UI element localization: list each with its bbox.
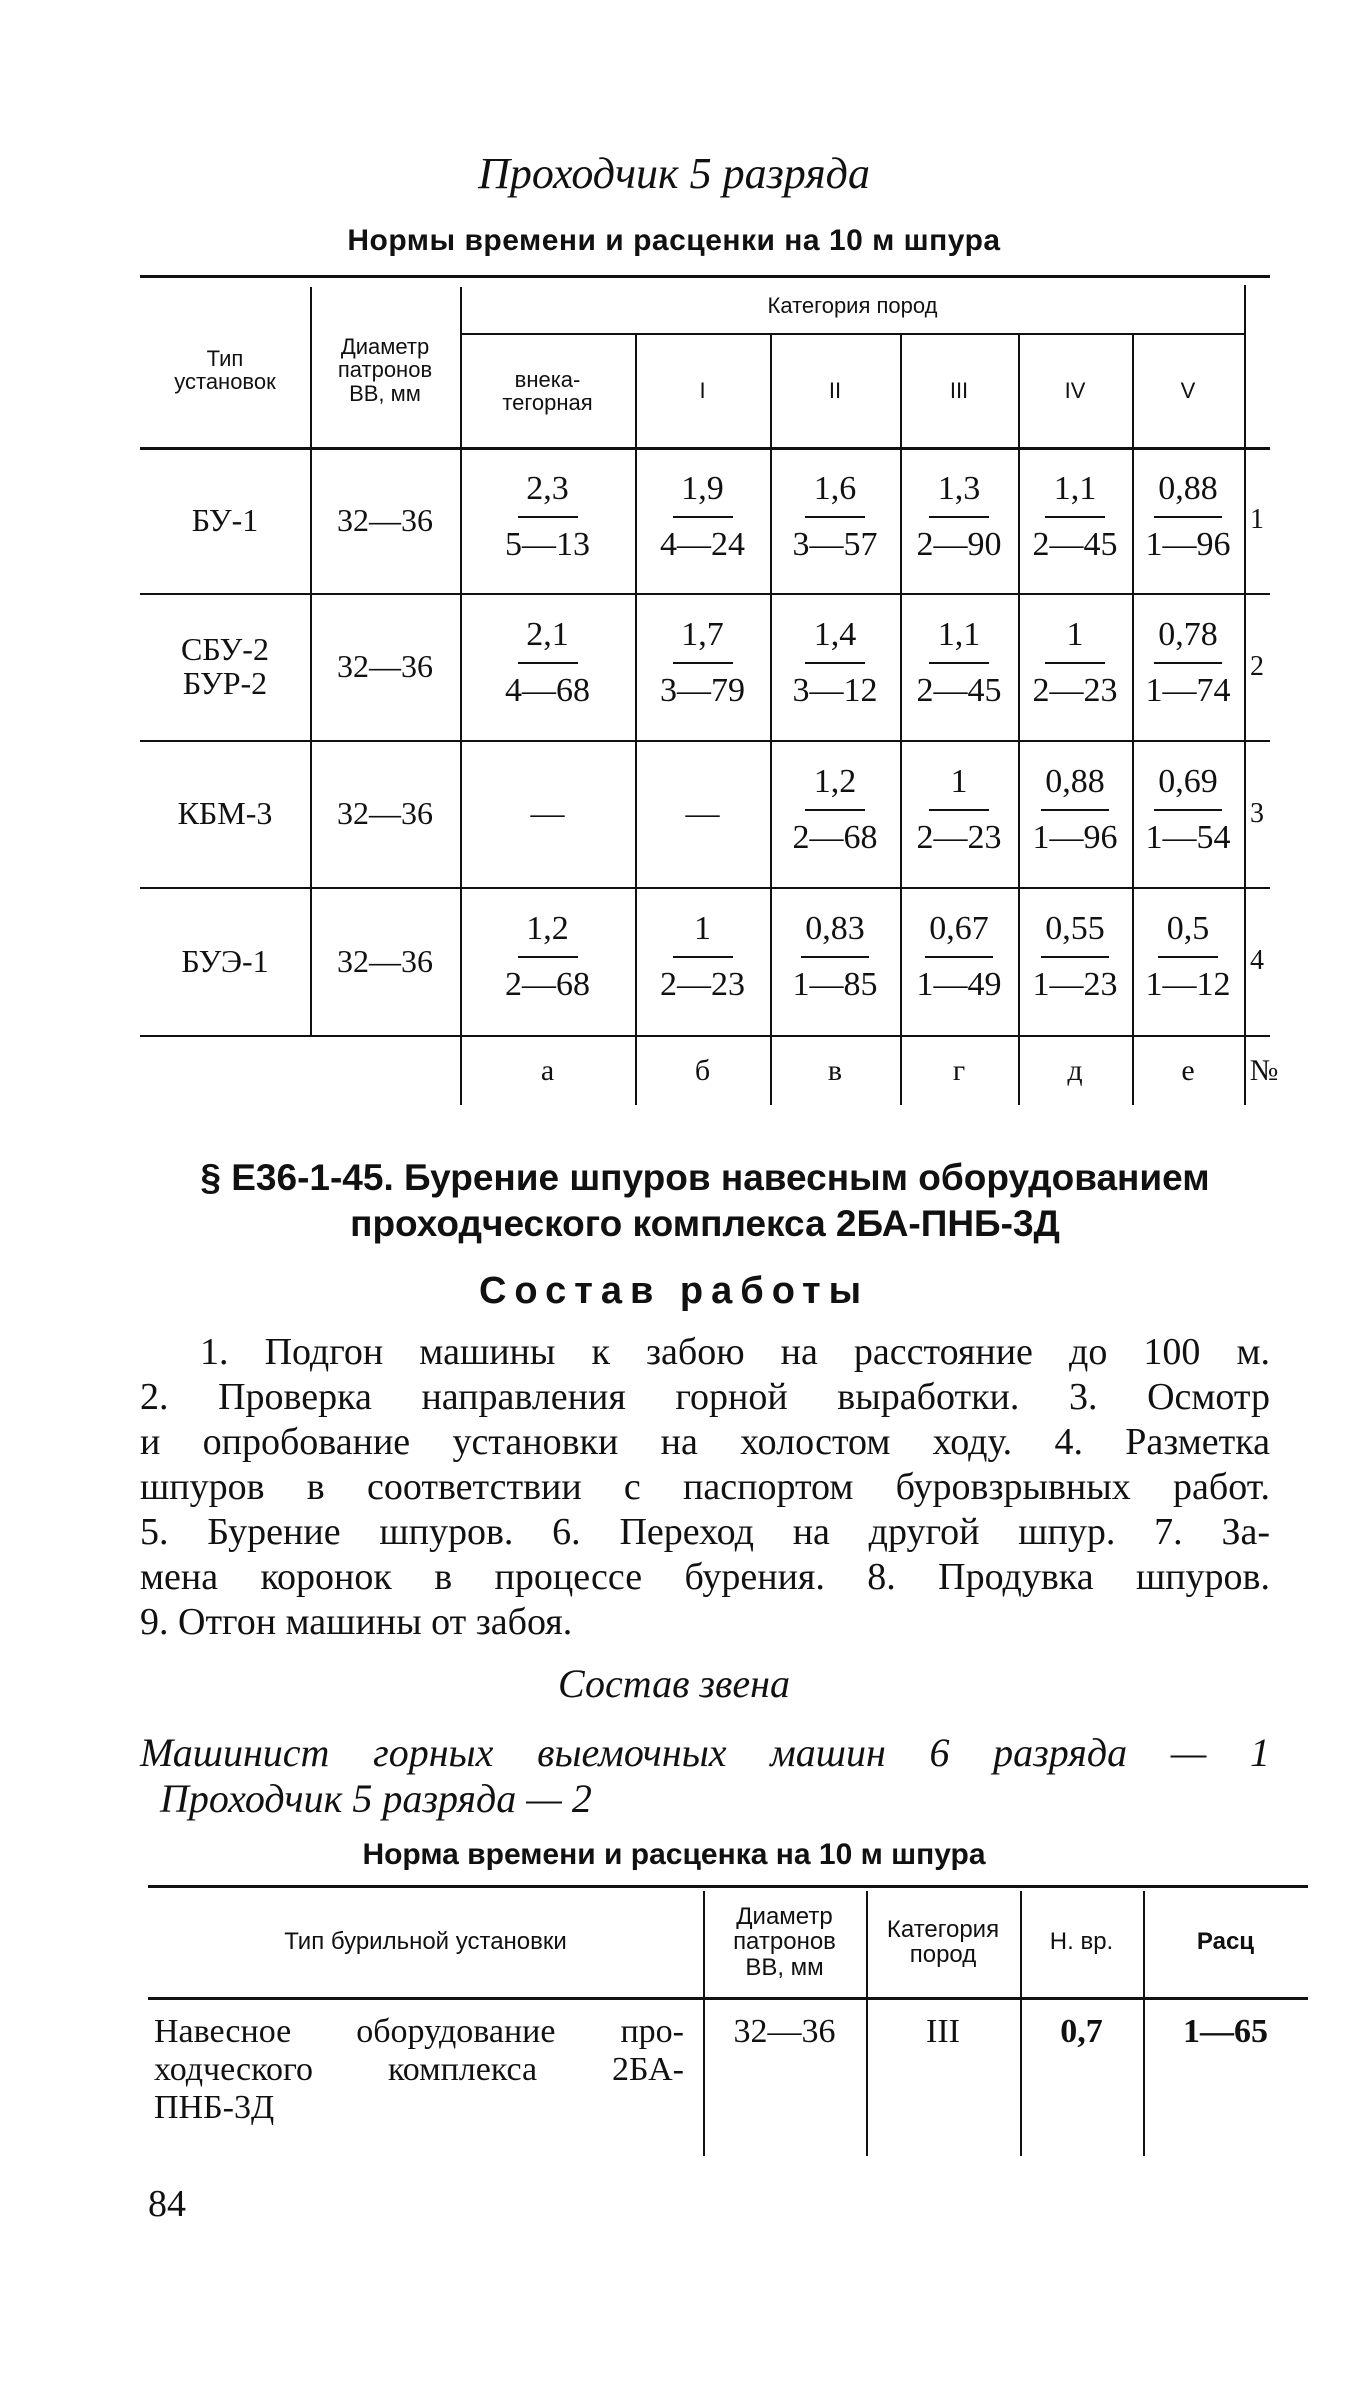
price-value: 2—45 [1032,526,1118,563]
norm-value: 0,83 [801,912,869,958]
row4-cell-nonclass [460,912,635,1002]
cat-nonclass-l1: внека- [514,366,581,392]
col-header-diameter-l1: Диаметр [340,334,430,360]
section-title-l1: § Е36-1-45. Бурение шпуров навесным оборудованием [200,1157,1210,1198]
norm-value: 1,9 [673,472,733,518]
section-heading-worker: Проходчик 5 разряда [478,149,870,198]
price-value: 1—85 [792,966,878,1003]
section-title [140,1155,1270,1247]
col-header-type-l1: Тип [206,345,244,371]
col-header-type-l2: установок [174,369,276,394]
t2-row-type [154,2013,684,2127]
row2-cell-cat-5 [1132,618,1244,708]
row3-cell-cat-5 [1132,765,1244,855]
table1-caption: Нормы времени и расценки на 10 м шпура [347,224,1001,257]
row1-diameter: 32—36 [337,501,433,538]
price-value: 2—68 [792,819,878,856]
norm-value: 0,69 [1154,765,1222,811]
crew-line-1: Машинист горных выемочных машин 6 разряда — 1 [140,1730,1270,1775]
col-header-diameter [310,315,460,425]
norm-value: 0,88 [1041,765,1109,811]
cat-nonclass-l2: тегорная [502,390,593,415]
norms-table [140,275,1279,1105]
t2-row-type-l3: ПНБ-3Д [154,2089,275,2126]
norm-value: 0,88 [1154,472,1222,518]
norm-value: 2,3 [518,472,578,518]
row4-cell-cat-1 [635,912,770,1002]
row4-cell-cat-4 [1018,912,1132,1002]
norm-value: 1 [929,765,989,811]
norm-value: 0,55 [1041,912,1109,958]
price-value: 1—12 [1145,966,1231,1003]
work-line: и опробование установки на холостом ходу. 4. Разметка [140,1421,1270,1463]
work-composition-title: Состав работы [478,1270,870,1312]
row1-type: БУ-1 [191,501,259,538]
row2-type [140,593,310,740]
col-header-diameter-l3: ВВ, мм [349,380,421,406]
crew-line-2: Проходчик 5 разряда — 2 [160,1776,592,1821]
row3-diameter: 32—36 [337,795,433,831]
row1-number: 1 [1250,504,1264,535]
t2-row-type-l1: Навесное оборудование про- [154,2013,684,2050]
price-value: 5—13 [505,526,590,563]
norm-value: 1 [673,912,733,958]
t2-header-norm: Н. вр. [1049,1928,1114,1956]
col-header-cat-2: II [828,378,842,404]
col-header-category-group: Категория пород [767,293,938,319]
norm-value: 0,78 [1154,618,1222,664]
row4-diameter: 32—36 [337,942,433,979]
norm-value: 1,2 [518,912,578,958]
price-value: 1—74 [1145,672,1231,709]
price-value: 2—23 [1032,672,1118,709]
row2-cell-nonclass [460,618,635,708]
row2-cell-cat-3 [900,618,1018,708]
price-value: 2—23 [916,819,1002,856]
row3-cell-nonclass-dash: — [530,794,565,832]
norm-value: 1,1 [929,618,989,664]
t2-header-type: Тип бурильной установки [284,1928,567,1956]
work-line: шпуров в соответствии с паспортом буровзрывных работ. [140,1466,1270,1508]
t2-header-diameter [703,1887,866,1997]
work-line: 5. Бурение шпуров. 6. Переход на другой шпур. 7. За- [140,1511,1270,1553]
row2-cell-cat-4 [1018,618,1132,708]
t2-header-diameter-l1: Диаметр [736,1903,833,1931]
col-letter-g: г [952,1054,966,1087]
col-header-cat-4: IV [1064,378,1086,404]
work-line: мена коронок в процессе бурения. 8. Продувка шпуров. [140,1556,1270,1598]
row2-type-l2: БУР-2 [182,664,268,701]
t2-row-norm: 0,7 [1060,2013,1103,2050]
price-value: 1—49 [916,966,1002,1003]
work-line: 2. Проверка направления горной выработки. 3. Осмотр [140,1376,1270,1418]
row1-cell-cat-3 [900,472,1018,562]
t2-row-type-l2: ходческого комплекса 2БА- [154,2051,684,2088]
price-value: 4—68 [505,672,590,709]
t2-row-category: III [926,2013,960,2050]
row4-cell-cat-5 [1132,912,1244,1002]
row2-cell-cat-2 [770,618,900,708]
col-header-cat-5: V [1180,378,1196,404]
norm-value: 1,4 [805,618,865,664]
row4-cell-cat-3 [900,912,1018,1002]
col-letter-e: е [1181,1054,1195,1087]
norm-value: 0,5 [1158,912,1218,958]
price-value: 3—79 [660,672,745,709]
t2-header-price: Расц [1196,1928,1255,1956]
page-number: 84 [148,2183,186,2225]
norm-value: 1,7 [673,618,733,664]
norm-value: 1,6 [805,472,865,518]
t2-row-price: 1—65 [1183,2013,1268,2050]
row1-cell-cat-2 [770,472,900,562]
price-value: 1—54 [1145,819,1231,856]
row3-cell-cat-4 [1018,765,1132,855]
table2-caption: Норма времени и расценка на 10 м шпура [362,1838,986,1871]
col-header-type [140,315,310,425]
norm-table-2 [148,1885,1308,2160]
row4-type: БУЭ-1 [181,942,269,979]
t2-row-diameter: 32—36 [733,2013,836,2050]
col-letter-a: а [540,1054,555,1087]
row3-cell-cat-3 [900,765,1018,855]
row2-number: 2 [1250,650,1264,682]
price-value: 4—24 [660,526,745,563]
price-value: 3—57 [792,526,878,563]
norm-value: 1,3 [929,472,989,518]
section-title-l2: проходческого комплекса 2БА-ПНБ-3Д [350,1203,1060,1244]
work-composition-text [140,1330,1270,1645]
col-letter-v: в [827,1054,843,1087]
price-value: 2—68 [505,966,590,1003]
t2-header-category-l1: Категория [886,1915,1000,1943]
norm-value: 0,67 [925,912,993,958]
work-line: 1. Подгон машины к забою на расстояние до 100 м. [200,1331,1270,1373]
norm-value: 1,1 [1045,472,1105,518]
price-value: 1—23 [1032,966,1118,1003]
row2-cell-cat-1 [635,618,770,708]
norm-value: 1 [1045,618,1105,664]
row1-cell-nonclass [460,472,635,562]
price-value: 1—96 [1145,526,1231,563]
row3-number: 3 [1250,797,1264,829]
crew-title: Состав звена [557,1661,790,1706]
col-header-cat-nonclass [460,335,635,447]
col-letter-b: б [694,1054,711,1087]
row3-cell-cat-1-dash: — [685,794,720,832]
work-line: 9. Отгон машины от забоя. [140,1601,573,1643]
row2-type-l1: СБУ-2 [181,630,269,667]
price-value: 1—96 [1032,819,1118,856]
norm-value: 2,1 [518,618,578,664]
t2-header-diameter-l3: ВВ, мм [745,1953,824,1981]
num-sign: № [1249,1054,1279,1087]
row2-diameter: 32—36 [337,648,433,684]
price-value: 2—90 [916,526,1002,563]
row1-cell-cat-5 [1132,472,1244,562]
price-value: 2—23 [660,966,745,1003]
row3-cell-cat-2 [770,765,900,855]
crew-composition [140,1730,1270,1822]
col-header-cat-3: III [949,378,969,404]
row1-cell-cat-4 [1018,472,1132,562]
t2-header-diameter-l2: патронов [733,1928,836,1956]
col-header-cat-1: I [699,378,706,404]
row4-cell-cat-2 [770,912,900,1002]
col-header-diameter-l2: патронов [337,357,433,383]
price-value: 2—45 [916,672,1002,709]
row4-number: 4 [1250,945,1264,976]
t2-header-category [866,1887,1020,1997]
norm-value: 1,2 [805,765,865,811]
row1-cell-cat-1 [635,472,770,562]
t2-header-category-l2: пород [909,1941,977,1968]
col-letter-d: д [1067,1054,1083,1087]
row3-type: КБМ-3 [177,795,273,831]
price-value: 3—12 [792,672,878,709]
